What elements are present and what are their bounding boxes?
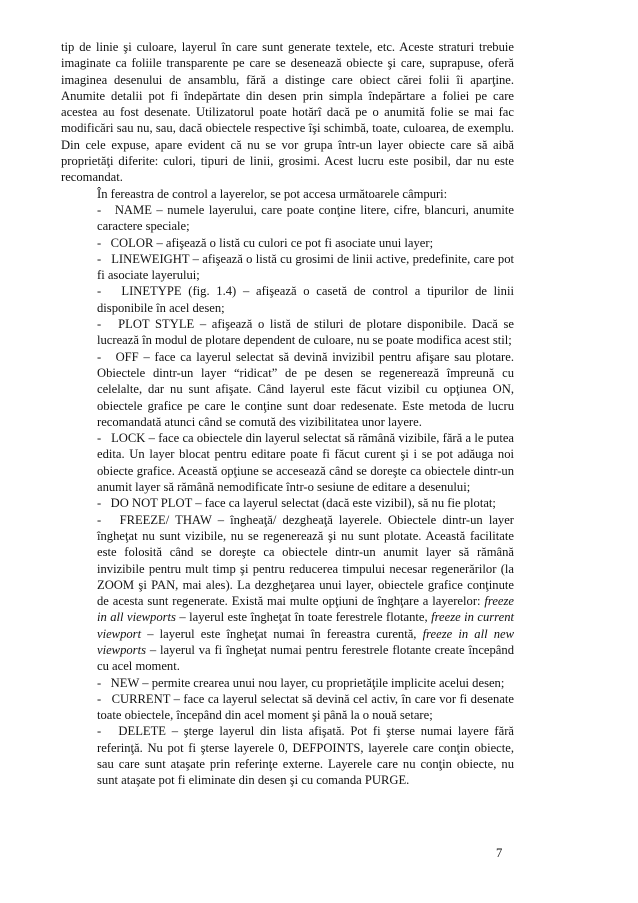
list-item-text: OFF – face ca layerul selectat să devină invizibil pentru afişare sau plotare. Obiectele dintr-un layer “ridicat” de pe desen se regenerează împreună cu celelalte, dar nu sunt afişate. Când layerul este făcut vizibil cu opţiunea ON, obiectele grafice pe care le conţine sunt doar redesenate. Este metoda de lucru recomandată atunci când se comută des vizibilitatea unor layere.: [97, 349, 514, 429]
list-item-text: LINETYPE (fig. 1.4) – afişează o casetă de control a tipurilor de linii disponibile în acel desen;: [97, 284, 514, 315]
list-dash: -: [97, 512, 102, 527]
list-item-text: – layerul este îngheţat numai în fereastra curentă,: [141, 626, 423, 641]
list-item-text: – layerul va fi îngheţat numai pentru ferestrele flotante create începând cu acel moment.: [97, 642, 514, 674]
list-item-text: LOCK – face ca obiectele din layerul selectat să rămână vizibile, fără a le putea edita. Un layer blocat pentru editare poate fi făcut curent şi i se pot adăuga noi obiecte grafice. Această opţiune se accesează când se doreşte ca obiectele dintr-un anumit layer să rămână nemodificate într-o sesiune de editare a desenului;: [97, 431, 514, 495]
list-item-text: LINEWEIGHT – afişează o listă cu grosimi de linii active, predefinite, care pot fi asociate layerului;: [97, 251, 514, 283]
list-dash: -: [97, 202, 102, 217]
list-item-name: [61, 202, 514, 235]
list-dash: -: [97, 496, 102, 511]
list-item-text: – layerul este îngheţat în toate ferestrele flotante,: [175, 610, 432, 625]
list-item-text: NEW – permite crearea unui nou layer, cu proprietăţile implicite acelui desen;: [110, 675, 505, 690]
list-item-text: NAME – numele layerului, care poate conţine litere, cifre, blancuri, anumite caractere speciale;: [97, 202, 514, 234]
list-item-text: DELETE – şterge layerul din lista afişată. Pot fi şterse numai layere fără referinţă. Nu pot fi şterse layerele 0, DEFPOINTS, layerele care conţin obiecte, sau care sunt ataşate prin referinţe externe. Layerele care nu conţin obiecte, nu sunt ataşate pot fi eliminate din desen şi cu comanda PURGE.: [97, 724, 514, 788]
list-dash: -: [97, 349, 102, 364]
list-item-lineweight: [61, 251, 514, 284]
fields-intro-paragraph: În fereastra de control a layerelor, se pot accesa următoarele câmpuri:: [97, 186, 448, 201]
list-dash: -: [97, 724, 102, 739]
page-number: 7: [496, 846, 503, 860]
body-paragraph: tip de linie şi culoare, layerul în care sunt generate textele, etc. Aceste straturi trebuie imaginate ca foliile transparente pe care se desenează obiecte şi care, suprapuse, oferă imaginea desenului de ansamblu, fără a distinge care obiect cărei folii îi aparţine. Anumite detalii pot fi îndepărtate din desen prin simpla îndepărtare a foliei pe care acestea au fost desenate. Utilizatorul poate hotărî dacă pe o anumită folie se mai fac modificări sau nu, sau, dacă obiectele respective îşi schimbă, toate, culoarea, de exemplu. Din cele expuse, apare evident că nu se vor grupa într-un layer obiecte care să aibă proprietăţi diferite: culori, tipuri de linii, grosimi. Acest lucru este posibil, dar nu este recomandat.: [61, 40, 514, 185]
list-item-freeze-thaw: [61, 512, 514, 675]
option-freeze-all-viewports: freeze in all viewports: [97, 594, 514, 625]
list-item-new: [61, 675, 514, 691]
list-item-text: FREEZE/ THAW – îngheaţă/ dezgheaţă layerele. Obiectele dintr-un layer îngheţat nu sunt vizibile, nu se regenerează şi nu sunt plotate. Această facilitate este folosită când se doreşte ca obiectele dintr-un anumit layer să rămână invizibile pentru mult timp şi pentru reducerea timpului necesar regenerărilor (la ZOOM şi PAN, mai ales). La dezgheţarea unui layer, obiectele grafice conţinute de acesta sunt regenerate. Există mai multe opţiuni de înghţare a layerelor:: [97, 512, 514, 609]
list-item-text: COLOR – afişează o listă cu culori ce pot fi asociate unui layer;: [110, 235, 434, 250]
list-item-linetype: [61, 283, 514, 316]
list-item-do-not-plot: [61, 495, 514, 511]
list-dash: -: [97, 235, 102, 250]
list-item-plot-style: [61, 316, 514, 349]
list-item-text: PLOT STYLE – afişează o listă de stiluri de plotare disponibile. Dacă se lucrează în modul de plotare dependent de culoare, nu se poate modifica acest stil;: [97, 317, 514, 348]
list-item-current: [61, 691, 514, 724]
list-dash: -: [97, 675, 102, 690]
list-dash: -: [97, 251, 102, 266]
option-freeze-new-viewports: freeze in all new viewports: [97, 626, 514, 657]
list-dash: -: [97, 284, 102, 299]
option-freeze-current-viewport: freeze in current viewport: [97, 610, 514, 641]
list-dash: -: [97, 317, 102, 332]
list-item-text: CURRENT – face ca layerul selectat să devină cel activ, în care vor fi desenate toate obiectele, începând din acel moment şi până la o nouă setare;: [97, 691, 514, 723]
list-item-lock: [61, 430, 514, 495]
list-item-color: [61, 235, 514, 251]
list-dash: -: [97, 691, 102, 706]
list-item-off: [61, 349, 514, 430]
list-dash: -: [97, 431, 102, 446]
list-item-delete: [61, 723, 514, 788]
list-item-text: DO NOT PLOT – face ca layerul selectat (dacă este vizibil), să nu fie plotat;: [110, 496, 496, 511]
